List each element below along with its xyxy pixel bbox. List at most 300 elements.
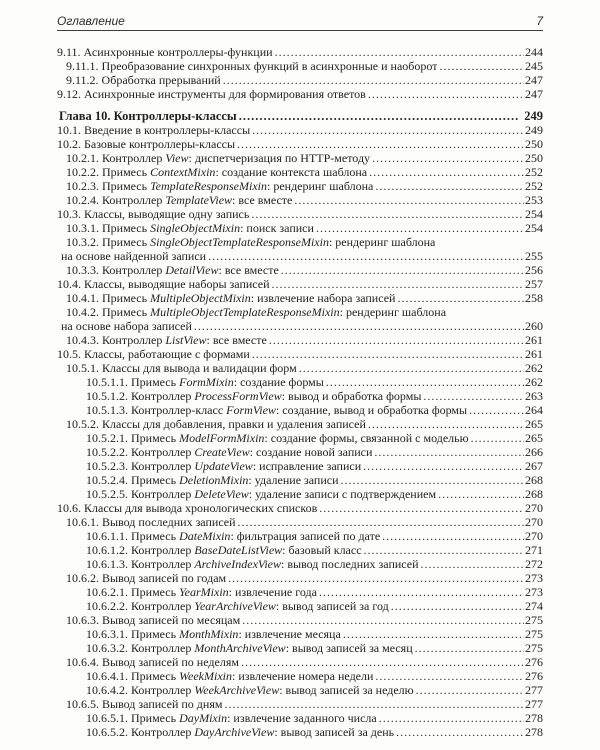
toc-entry-text xyxy=(66,515,236,529)
toc-text-segment: на основе набора записей xyxy=(61,319,192,333)
dotted-leader xyxy=(423,389,524,403)
toc-text-segment: 10.3.1. Примесь xyxy=(66,221,151,235)
toc-entry xyxy=(66,613,543,627)
toc-text-segment: : вывод записей за год xyxy=(275,599,389,613)
toc-entry xyxy=(66,73,543,87)
toc-entry-text xyxy=(57,347,250,361)
toc-entry xyxy=(86,711,543,725)
toc-entry-text xyxy=(66,235,435,249)
toc-entry xyxy=(57,347,543,361)
toc-text-segment: : все вместе xyxy=(206,333,267,347)
dotted-leader xyxy=(239,109,519,123)
toc-page-number: 267 xyxy=(525,459,543,473)
toc-entry-text xyxy=(86,529,380,543)
running-header xyxy=(57,15,543,31)
dotted-leader xyxy=(251,207,524,221)
toc-entry xyxy=(86,389,543,403)
dotted-leader xyxy=(319,585,524,599)
dotted-leader xyxy=(396,725,524,739)
toc-entry-text xyxy=(66,571,226,585)
toc-text-segment: 10.6.1.3. Контроллер xyxy=(86,557,195,571)
toc-page-number: 273 xyxy=(525,571,543,585)
code-class-name: WeekArchiveView xyxy=(194,683,280,697)
toc-entry xyxy=(86,445,543,459)
toc-text-segment: : извлечение заданного числа xyxy=(227,711,377,725)
toc-text-segment: 10.6.5. Вывод записей по дням xyxy=(66,697,223,711)
toc-text-segment: : вывод записей за день xyxy=(274,725,395,739)
dotted-leader xyxy=(319,501,524,515)
toc-entry-text xyxy=(86,543,362,557)
dotted-leader xyxy=(375,179,524,193)
toc-entry-text xyxy=(66,59,437,73)
toc-entry xyxy=(86,585,543,599)
toc-entry-text xyxy=(61,319,192,333)
toc-entry xyxy=(86,473,543,487)
toc-text-segment: : вывод записей за месяц xyxy=(285,641,413,655)
toc-text-segment: 9.11.2. Обработка прерываний xyxy=(66,73,221,87)
toc-page-number: 270 xyxy=(525,529,543,543)
toc-entry xyxy=(66,59,543,73)
toc-text-segment: 10.6.1.1. Примесь xyxy=(86,529,180,543)
toc-text-segment: 10.6.3.2. Контроллер xyxy=(86,641,195,655)
toc-entry xyxy=(57,45,543,59)
toc-page-number: 277 xyxy=(525,697,543,711)
toc-entry-text xyxy=(86,375,324,389)
toc-page-number: 276 xyxy=(525,655,543,669)
toc-text-segment: Глава 10. Контроллеры-классы xyxy=(59,109,237,123)
toc-entry xyxy=(66,179,543,193)
toc-entry-text xyxy=(66,305,446,319)
toc-text-segment: 10.6.2.2. Контроллер xyxy=(86,599,195,613)
toc-page-number: 278 xyxy=(525,711,543,725)
dotted-leader xyxy=(391,599,524,613)
toc-entry xyxy=(86,459,543,473)
code-class-name: UpdateView xyxy=(194,459,253,473)
toc-entry-text xyxy=(66,151,370,165)
toc-page-number: 262 xyxy=(525,361,543,375)
toc-chapter-entry xyxy=(59,109,543,123)
code-class-name: View xyxy=(165,151,189,165)
toc-text-segment: 10.5.2.4. Примесь xyxy=(86,473,180,487)
dotted-leader xyxy=(272,277,524,291)
toc-entry xyxy=(66,361,543,375)
toc-page-number: 265 xyxy=(525,431,543,445)
toc-text-segment: 10.2.1. Контроллер xyxy=(66,151,166,165)
toc-entry-text xyxy=(57,87,366,101)
toc-entry-text xyxy=(66,193,292,207)
code-class-name: ModelFormMixin xyxy=(179,431,265,445)
toc-page-number: 247 xyxy=(525,87,543,101)
code-class-name: SingleObjectMixin xyxy=(150,221,241,235)
toc-entry-text xyxy=(86,585,317,599)
toc-text-segment: 10.4.1. Примесь xyxy=(66,291,151,305)
toc-text-segment: 10.2. Базовые контроллеры-классы xyxy=(57,137,236,151)
toc-entry-text xyxy=(86,403,467,417)
toc-entry-text xyxy=(66,73,221,87)
toc-text-segment: : извлечение номера недели xyxy=(231,669,374,683)
toc-text-segment: 10.2.3. Примесь xyxy=(66,179,151,193)
toc-entry-text xyxy=(66,165,367,179)
toc-entry-text xyxy=(86,487,436,501)
toc-entry xyxy=(66,333,543,347)
code-class-name: DateMixin xyxy=(179,529,231,543)
toc-text-segment: 9.12. Асинхронные инструменты для формирования ответов xyxy=(57,87,366,101)
toc-entry xyxy=(61,319,543,333)
toc-text-segment: 10.4.3. Контроллер xyxy=(66,333,166,347)
toc-entry xyxy=(86,403,543,417)
toc-text-segment: : фильтрация записей по дате xyxy=(230,529,381,543)
toc-text-segment: 10.2.4. Контроллер xyxy=(66,193,166,207)
toc-text-segment: : рендеринг шаблона xyxy=(266,179,374,193)
toc-entry-text xyxy=(66,291,395,305)
dotted-leader xyxy=(194,319,524,333)
toc-text-segment: : извлечение набора записей xyxy=(250,291,396,305)
code-class-name: TemplateResponseMixin xyxy=(150,179,267,193)
toc-text-segment: 10.3.3. Контроллер xyxy=(66,263,166,277)
toc-entry-text xyxy=(86,683,414,697)
dotted-leader xyxy=(416,683,524,697)
dotted-leader xyxy=(469,403,524,417)
dotted-leader xyxy=(439,59,524,73)
toc-page-number: 260 xyxy=(525,319,543,333)
toc-entry-text xyxy=(66,697,222,711)
toc-page-number: 275 xyxy=(525,641,543,655)
toc-text-segment: 10.4.2. Примесь xyxy=(66,305,151,319)
toc-entry-text xyxy=(86,711,377,725)
dotted-leader xyxy=(343,627,524,641)
toc-page-number: 254 xyxy=(525,221,543,235)
toc-entry-text xyxy=(57,277,270,291)
toc-page-number: 276 xyxy=(525,669,543,683)
toc-entry xyxy=(66,655,543,669)
toc-entry xyxy=(57,87,543,101)
toc-entry-text xyxy=(66,221,314,235)
toc-text-segment: : исправление записи xyxy=(252,459,362,473)
toc-entry-text xyxy=(66,613,240,627)
toc-page-number: 254 xyxy=(525,207,543,221)
toc-entry xyxy=(57,207,543,221)
toc-entry-text xyxy=(66,655,239,669)
toc-text-segment: 10.3. Классы, выводящие одну запись xyxy=(57,207,250,221)
toc-text-segment: : создание контекста шаблона xyxy=(215,165,368,179)
toc-text-segment: 10.6.1.2. Контроллер xyxy=(86,543,195,557)
toc-page-number: 264 xyxy=(525,403,543,417)
toc-text-segment: : вывод последних записей xyxy=(281,557,419,571)
toc-page-number: 278 xyxy=(525,725,543,739)
toc-entry xyxy=(66,697,543,711)
toc-entry xyxy=(57,501,543,515)
toc-text-segment: 10.6.2.1. Примесь xyxy=(86,585,180,599)
toc-text-segment: : рендеринг шаблона xyxy=(328,235,436,249)
toc-entry-text xyxy=(59,109,237,123)
toc-entry xyxy=(86,557,543,571)
toc-entry xyxy=(61,249,543,263)
toc-entry xyxy=(86,627,543,641)
toc-text-segment: : все вместе xyxy=(232,193,293,207)
toc-entry xyxy=(86,599,543,613)
dotted-leader xyxy=(375,669,524,683)
toc-text-segment: 10.6.3. Вывод записей по месяцам xyxy=(66,613,241,627)
toc-text-segment: : создание, вывод и обработка формы xyxy=(275,403,468,417)
toc-page-number: 263 xyxy=(525,389,543,403)
toc-page-number: 257 xyxy=(525,277,543,291)
toc-page-number: 249 xyxy=(524,109,543,123)
dotted-leader xyxy=(238,515,524,529)
toc-page-number: 258 xyxy=(525,291,543,305)
toc-entry-text xyxy=(66,179,373,193)
toc-entry xyxy=(86,543,543,557)
dotted-leader xyxy=(269,333,524,347)
toc-text-segment: : вывод записей за неделю xyxy=(279,683,414,697)
toc-text-segment: 10.6. Классы для вывода хронологических списков xyxy=(57,501,318,515)
toc-text-segment: : создание формы, связанной с моделью xyxy=(264,431,469,445)
dotted-leader xyxy=(369,165,524,179)
dotted-leader xyxy=(397,291,524,305)
toc-entry-text xyxy=(86,669,373,683)
toc-entry xyxy=(86,375,543,389)
code-class-name: DeleteView xyxy=(194,487,249,501)
code-class-name: FormMixin xyxy=(179,375,234,389)
toc-entry xyxy=(66,165,543,179)
dotted-leader xyxy=(208,249,524,263)
toc-entry-text xyxy=(86,431,469,445)
toc-entry xyxy=(66,305,543,319)
toc-entry xyxy=(66,193,543,207)
dotted-leader xyxy=(382,529,524,543)
code-class-name: SingleObjectTemplateResponseMixin xyxy=(150,235,329,249)
toc-entry-text xyxy=(66,263,279,277)
toc-text-segment: 10.5.1.1. Примесь xyxy=(86,375,180,389)
toc-entry xyxy=(66,515,543,529)
toc-text-segment: 10.5.2.5. Контроллер xyxy=(86,487,195,501)
dotted-leader xyxy=(363,459,524,473)
toc-entry-text xyxy=(57,45,273,59)
toc-page-number: 270 xyxy=(525,501,543,515)
toc-page-number: 255 xyxy=(525,249,543,263)
code-class-name: ListView xyxy=(165,333,207,347)
toc-text-segment: 10.5.2. Классы для добавления, правки и удаления записей xyxy=(66,417,366,431)
code-class-name: MonthArchiveView xyxy=(194,641,286,655)
toc-page-number: 275 xyxy=(525,613,543,627)
toc-text-segment: : удаление записи с подтверждением xyxy=(248,487,437,501)
toc-page-number: 272 xyxy=(525,557,543,571)
code-class-name: DetailView xyxy=(165,263,219,277)
toc-text-segment: : поиск записи xyxy=(240,221,314,235)
dotted-leader xyxy=(471,431,524,445)
toc-page-number: 271 xyxy=(525,543,543,557)
toc-text-segment: 10.5.2.2. Контроллер xyxy=(86,445,195,459)
toc-page-number: 270 xyxy=(525,515,543,529)
toc-entry-text xyxy=(86,627,341,641)
toc-text-segment: 10.4. Классы, выводящие наборы записей xyxy=(57,277,270,291)
dotted-leader xyxy=(374,445,524,459)
dotted-leader xyxy=(326,375,524,389)
code-class-name: CreateView xyxy=(194,445,250,459)
toc-text-segment: 10.6.4. Вывод записей по неделям xyxy=(66,655,239,669)
toc-page-number: 252 xyxy=(525,165,543,179)
toc-text-segment: : диспетчеризация по HTTP-методу xyxy=(188,151,371,165)
toc-page-number: 250 xyxy=(525,137,543,151)
toc-page-number: 253 xyxy=(525,193,543,207)
toc-page-number: 274 xyxy=(525,599,543,613)
dotted-leader xyxy=(438,487,524,501)
dotted-leader xyxy=(281,263,524,277)
toc-page-number: 265 xyxy=(525,417,543,431)
running-header-title: Оглавление xyxy=(57,14,125,28)
toc-text-segment: : создание формы xyxy=(233,375,324,389)
toc-entry-text xyxy=(57,207,249,221)
toc-text-segment: : создание новой записи xyxy=(249,445,373,459)
toc-page-number: 277 xyxy=(525,683,543,697)
toc-text-segment: : удаление записи xyxy=(248,473,339,487)
toc-page-number: 256 xyxy=(525,263,543,277)
code-class-name: TemplateView xyxy=(165,193,233,207)
code-class-name: MultipleObjectMixin xyxy=(150,291,251,305)
toc-entry-text xyxy=(86,599,389,613)
dotted-leader xyxy=(242,613,524,627)
code-class-name: ArchiveIndexView xyxy=(194,557,281,571)
toc-text-segment: 10.6.1. Вывод последних записей xyxy=(66,515,236,529)
code-class-name: ProcessFormView xyxy=(194,389,282,403)
toc-entry-text xyxy=(66,333,267,347)
toc-entry xyxy=(57,123,543,137)
toc-entry-text xyxy=(86,389,421,403)
toc-text-segment: : извлечение года xyxy=(228,585,317,599)
toc-entry-text xyxy=(86,641,413,655)
toc-page-number: 261 xyxy=(525,347,543,361)
code-class-name: FormView xyxy=(226,403,276,417)
code-class-name: DayArchiveView xyxy=(194,725,275,739)
toc-entry xyxy=(66,151,543,165)
toc-entry-text xyxy=(66,361,297,375)
dotted-leader xyxy=(368,417,524,431)
toc-page-number: 268 xyxy=(525,473,543,487)
toc-text-segment: 10.5.1.2. Контроллер xyxy=(86,389,195,403)
toc-text-segment: 10.5. Классы, работающие с формами xyxy=(57,347,250,361)
toc-page-number: 245 xyxy=(525,59,543,73)
dotted-leader xyxy=(421,557,524,571)
dotted-leader xyxy=(379,711,524,725)
toc-entry-text xyxy=(57,137,235,151)
toc-entry xyxy=(86,487,543,501)
dotted-leader xyxy=(299,361,524,375)
toc-text-segment: : базовый класс xyxy=(282,543,362,557)
toc-entry-text xyxy=(86,557,419,571)
toc-entry-text xyxy=(86,459,361,473)
dotted-leader xyxy=(368,87,524,101)
dotted-leader xyxy=(237,137,524,151)
toc-text-segment: 10.6.4.2. Контроллер xyxy=(86,683,195,697)
toc-entry-text xyxy=(61,249,206,263)
toc-entry xyxy=(86,683,543,697)
toc-entry-text xyxy=(57,501,317,515)
toc-entry xyxy=(86,669,543,683)
toc-entry-text xyxy=(86,445,372,459)
toc-entry xyxy=(66,291,543,305)
toc-page-number: 262 xyxy=(525,375,543,389)
toc-text-segment: 10.6.5.2. Контроллер xyxy=(86,725,195,739)
toc-text-segment: 9.11.1. Преобразование синхронных функций в асинхронные и наоборот xyxy=(66,59,438,73)
dotted-leader xyxy=(294,193,524,207)
toc-text-segment: 10.6.2. Вывод записей по годам xyxy=(66,571,227,585)
toc-entry xyxy=(86,725,543,739)
running-header-page-number: 7 xyxy=(536,14,543,28)
toc-entry xyxy=(86,431,543,445)
dotted-leader xyxy=(241,655,524,669)
toc-page-number: 249 xyxy=(525,123,543,137)
toc-entry xyxy=(66,221,543,235)
toc-entry xyxy=(57,277,543,291)
dotted-leader xyxy=(372,151,524,165)
code-class-name: YearArchiveView xyxy=(194,599,276,613)
toc-text-segment: 10.5.2.3. Контроллер xyxy=(86,459,195,473)
toc-list xyxy=(57,45,543,739)
toc-entry-text xyxy=(66,417,366,431)
code-class-name: DeletionMixin xyxy=(179,473,249,487)
dotted-leader xyxy=(316,221,524,235)
toc-text-segment: 10.5.1.3. Контроллер-класс xyxy=(86,403,227,417)
toc-page-number: 250 xyxy=(525,151,543,165)
dotted-leader xyxy=(252,347,524,361)
dotted-leader xyxy=(223,73,524,87)
code-class-name: DayMixin xyxy=(179,711,228,725)
dotted-leader xyxy=(275,45,524,59)
code-class-name: YearMixin xyxy=(179,585,229,599)
dotted-leader xyxy=(228,571,524,585)
toc-text-segment: : все вместе xyxy=(218,263,279,277)
code-class-name: ContextMixin xyxy=(150,165,216,179)
toc-text-segment: : вывод и обработка формы xyxy=(281,389,422,403)
dotted-leader xyxy=(364,543,524,557)
toc-text-segment: 10.3.2. Примесь xyxy=(66,235,151,249)
toc-text-segment: 10.6.3.1. Примесь xyxy=(86,627,180,641)
toc-entry-text xyxy=(86,725,394,739)
toc-entry xyxy=(66,417,543,431)
toc-entry xyxy=(66,263,543,277)
toc-entry-text xyxy=(86,473,339,487)
toc-text-segment: на основе найденной записи xyxy=(61,249,207,263)
dotted-leader xyxy=(224,697,524,711)
toc-entry xyxy=(86,641,543,655)
toc-entry xyxy=(86,529,543,543)
toc-entry-text xyxy=(57,123,250,137)
toc-text-segment: 10.2.2. Примесь xyxy=(66,165,151,179)
toc-text-segment: : рендеринг шаблона xyxy=(339,305,447,319)
toc-text-segment: 10.6.4.1. Примесь xyxy=(86,669,180,683)
toc-page-number: 273 xyxy=(525,585,543,599)
code-class-name: WeekMixin xyxy=(179,669,232,683)
dotted-leader xyxy=(415,641,524,655)
code-class-name: MonthMixin xyxy=(179,627,239,641)
code-class-name: BaseDateListView xyxy=(194,543,283,557)
toc-entry xyxy=(57,137,543,151)
toc-page-number: 244 xyxy=(525,45,543,59)
toc-entry xyxy=(66,235,543,249)
toc-text-segment: : извлечение месяца xyxy=(238,627,341,641)
toc-text-segment: 10.1. Введение в контроллеры-классы xyxy=(57,123,251,137)
dotted-leader xyxy=(252,123,524,137)
toc-text-segment: 10.5.2.1. Примесь xyxy=(86,431,180,445)
toc-page-number: 261 xyxy=(525,333,543,347)
toc-page-number: 268 xyxy=(525,487,543,501)
toc-page-number: 247 xyxy=(525,73,543,87)
toc-text-segment: 10.5.1. Классы для вывода и валидации форм xyxy=(66,361,297,375)
toc-entry xyxy=(66,571,543,585)
toc-text-segment: 9.11. Асинхронные контроллеры-функции xyxy=(57,45,273,59)
toc-page-number: 275 xyxy=(525,627,543,641)
dotted-leader xyxy=(341,473,524,487)
toc-page-number: 266 xyxy=(525,445,543,459)
